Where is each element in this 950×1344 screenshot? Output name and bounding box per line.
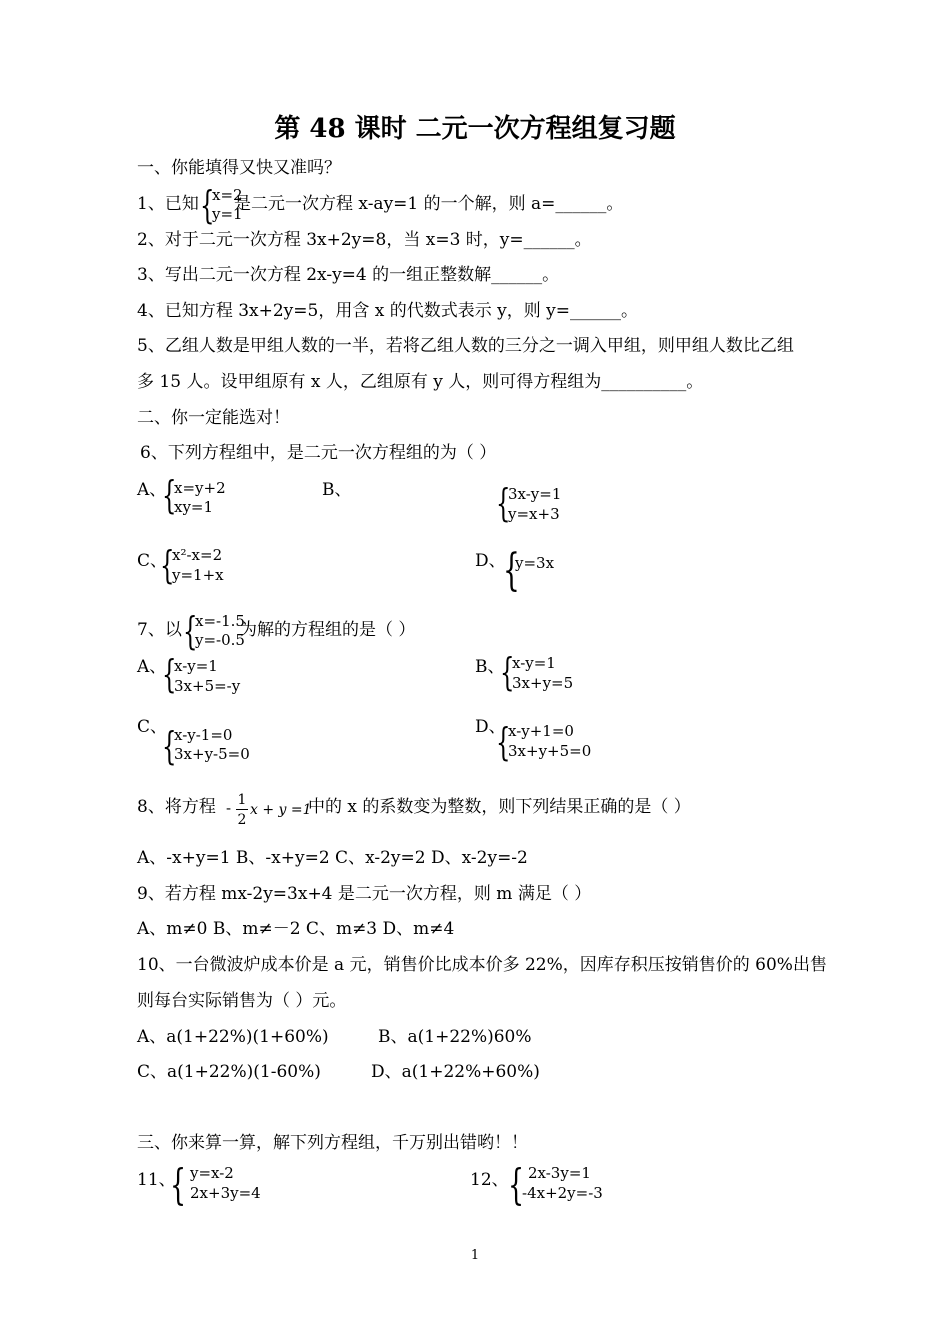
q6-D-brace: { <box>503 545 520 596</box>
q12-label: 12、 <box>470 1170 509 1190</box>
q12-brace: { <box>508 1160 525 1209</box>
q7-A-label: A、 <box>137 657 167 677</box>
q1-suffix: 是二元一次方程 x-ay=1 的一个解，则 a=______。 <box>234 194 624 214</box>
q6-B-label: B、 <box>322 480 352 500</box>
q6-C-line1: x²-x=2 <box>172 546 223 564</box>
q4: 4、已知方程 3x+2y=5，用含 x 的代数式表示 y，则 y=______。 <box>137 301 639 321</box>
q1-sys-line2: y=1 <box>212 205 243 223</box>
q6-C-line2: y=1+x <box>172 566 224 584</box>
section2-heading: 二、你一定能选对！ <box>137 408 290 428</box>
q10-option-A: A、a(1+22%)(1+60%) <box>137 1027 329 1047</box>
q9-options: A、m≠0 B、m≠－2 C、m≠3 D、m≠4 <box>137 919 455 939</box>
q7-D-brace: { <box>496 720 511 764</box>
q6-D-label: D、 <box>475 551 506 571</box>
q7-prefix: 7、以 <box>137 620 182 640</box>
q1-prefix: 1、已知 <box>137 194 199 214</box>
q2: 2、对于二元一次方程 3x+2y=8，当 x=3 时，y=______。 <box>137 230 592 250</box>
q6-C-label: C、 <box>137 551 168 571</box>
q3: 3、写出二元一次方程 2x-y=4 的一组正整数解______。 <box>137 265 560 285</box>
q10-line2: 则每台实际销售为（ ）元。 <box>137 991 347 1011</box>
q11-line1: y=x-2 <box>190 1164 234 1182</box>
q6-D-line1: y=3x <box>515 554 555 572</box>
q7-B-line2: 3x+y=5 <box>512 674 574 692</box>
q7-B-label: B、 <box>475 657 505 677</box>
q7-sys-line1: x=-1.5 <box>195 612 245 630</box>
q5-line2: 多 15 人。设甲组原有 x 人，乙组原有 y 人，则可得方程组为__________。 <box>137 372 704 392</box>
q8-suffix: 中的 x 的系数变为整数，则下列结果正确的是（ ） <box>308 797 691 817</box>
q11-line2: 2x+3y=4 <box>190 1184 261 1202</box>
q8-frac-num: 1 <box>237 792 247 808</box>
q6: 6、下列方程组中，是二元一次方程组的为（ ） <box>140 443 497 463</box>
q7-A-line2: 3x+5=-y <box>174 677 241 695</box>
q7-suffix: 为解的方程组的是（ ） <box>240 620 416 640</box>
q10-option-D: D、a(1+22%+60%) <box>371 1062 540 1082</box>
q10-line1: 10、一台微波炉成本价是 a 元，销售价比成本价多 22%，因库存积压按销售价的 60%出售 <box>137 955 827 975</box>
page-number: 1 <box>470 1248 480 1263</box>
q11-brace: { <box>170 1160 187 1209</box>
q7-B-brace: { <box>500 650 515 694</box>
q6-C-brace: { <box>160 543 175 587</box>
q12-line1: 2x-3y=1 <box>528 1164 591 1182</box>
q7-A-brace: { <box>162 652 177 696</box>
q9: 9、若方程 mx-2y=3x+4 是二元一次方程，则 m 满足（ ） <box>137 884 592 904</box>
q7-D-line2: 3x+y+5=0 <box>508 742 592 760</box>
q7-D-line1: x-y+1=0 <box>508 722 574 740</box>
q8-options: A、-x+y=1 B、-x+y=2 C、x-2y=2 D、x-2y=-2 <box>137 848 528 868</box>
q5-line1: 5、乙组人数是甲组人数的一半，若将乙组人数的三分之一调入甲组，则甲组人数比乙组 <box>137 336 794 356</box>
q12-line2: -4x+2y=-3 <box>522 1184 603 1202</box>
page-title: 第 48 课时 二元一次方程组复习题 <box>274 114 676 144</box>
q7-brace: { <box>183 609 198 653</box>
q7-C-line2: 3x+y-5=0 <box>174 745 250 763</box>
q6-A-line2: xy=1 <box>174 498 214 516</box>
q7-D-label: D、 <box>475 717 506 737</box>
q7-C-label: C、 <box>137 717 168 737</box>
q7-sys-line2: y=-0.5 <box>195 631 245 649</box>
section3-heading: 三、你来算一算，解下列方程组，千万别出错哟！！ <box>137 1133 528 1153</box>
q7-B-line1: x-y=1 <box>512 654 556 672</box>
q8-frac-line <box>236 809 248 810</box>
q8-frac-den: 2 <box>237 812 247 828</box>
q7-C-line1: x-y-1=0 <box>174 726 233 744</box>
q6-B-brace: { <box>496 481 511 525</box>
q6-A-line1: x=y+2 <box>174 479 226 497</box>
section1-heading: 一、你能填得又快又准吗？ <box>137 158 341 178</box>
q8-minus: - <box>226 799 232 817</box>
q11-label: 11、 <box>137 1170 176 1190</box>
q8-expr: x + y =1 <box>250 802 312 818</box>
q6-A-label: A、 <box>137 480 167 500</box>
q7-C-brace: { <box>162 724 177 768</box>
q1-sys-line1: x=2 <box>212 186 243 204</box>
q7-A-line1: x-y=1 <box>174 657 218 675</box>
q10-option-C: C、a(1+22%)(1-60%) <box>137 1062 321 1082</box>
q10-option-B: B、a(1+22%)60% <box>378 1027 532 1047</box>
q1-brace: { <box>200 183 215 227</box>
q8-prefix: 8、将方程 <box>137 797 216 817</box>
q6-B-line1: 3x-y=1 <box>508 485 562 503</box>
q6-B-line2: y=x+3 <box>508 505 560 523</box>
q6-A-brace: { <box>162 473 177 517</box>
